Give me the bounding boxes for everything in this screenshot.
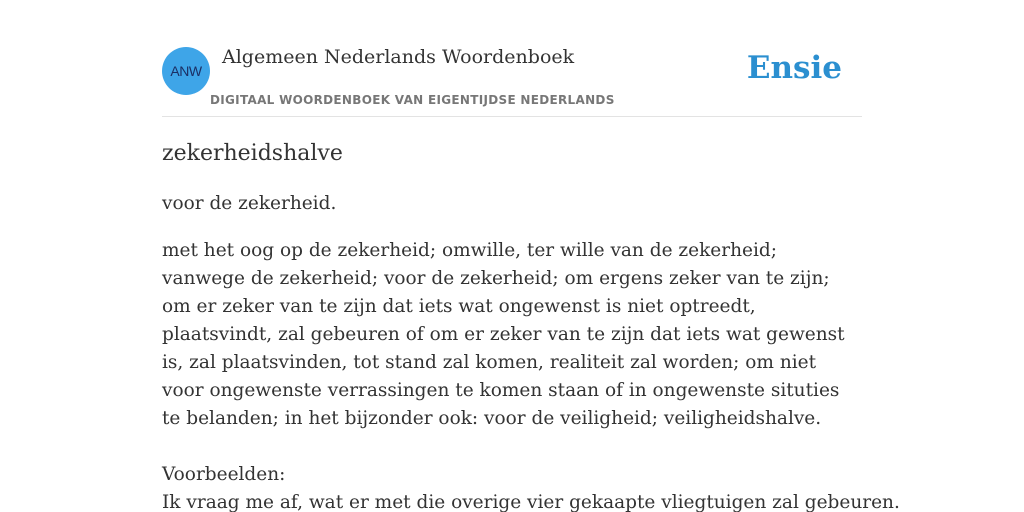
long-definition: met het oog op de zekerheid; omwille, ter wille van de zekerheid; vanwege de zekerheid; voor de zekerheid; om ergens zeker van te zijn; om er zeker van te zijn dat iets wat ongewenst is niet optreedt, plaatsvindt, zal gebeuren of om er zeker van te zijn dat iets wat gewenst is, zal plaatsvinden, tot stand zal komen, realiteit zal worden; om niet voor ongewenste verrassingen te komen staan of in ongewenste situties te belanden; in het bijzonder ook: voor de veiligheid; veiligheidshalve. (162, 240, 845, 429)
site-title[interactable]: Algemeen Nederlands Woordenboek (222, 46, 575, 68)
anw-logo[interactable] (162, 47, 210, 95)
entry-content (162, 140, 900, 512)
entry-title: zekerheidshalve (162, 141, 343, 166)
site-subtitle: DIGITAAL WOORDENBOEK VAN EIGENTIJDSE NEDERLANDS (210, 93, 615, 107)
short-definition: voor de zekerheid. (162, 193, 337, 214)
ensie-brand-link[interactable]: Ensie (746, 50, 842, 86)
example-sentence: Ik vraag me af, wat er met die overige vier gekaapte vliegtuigen zal gebeuren. (162, 492, 900, 512)
site-header (162, 46, 862, 117)
anw-logo-text: ANW (170, 63, 202, 79)
examples-label: Voorbeelden: (162, 464, 286, 485)
